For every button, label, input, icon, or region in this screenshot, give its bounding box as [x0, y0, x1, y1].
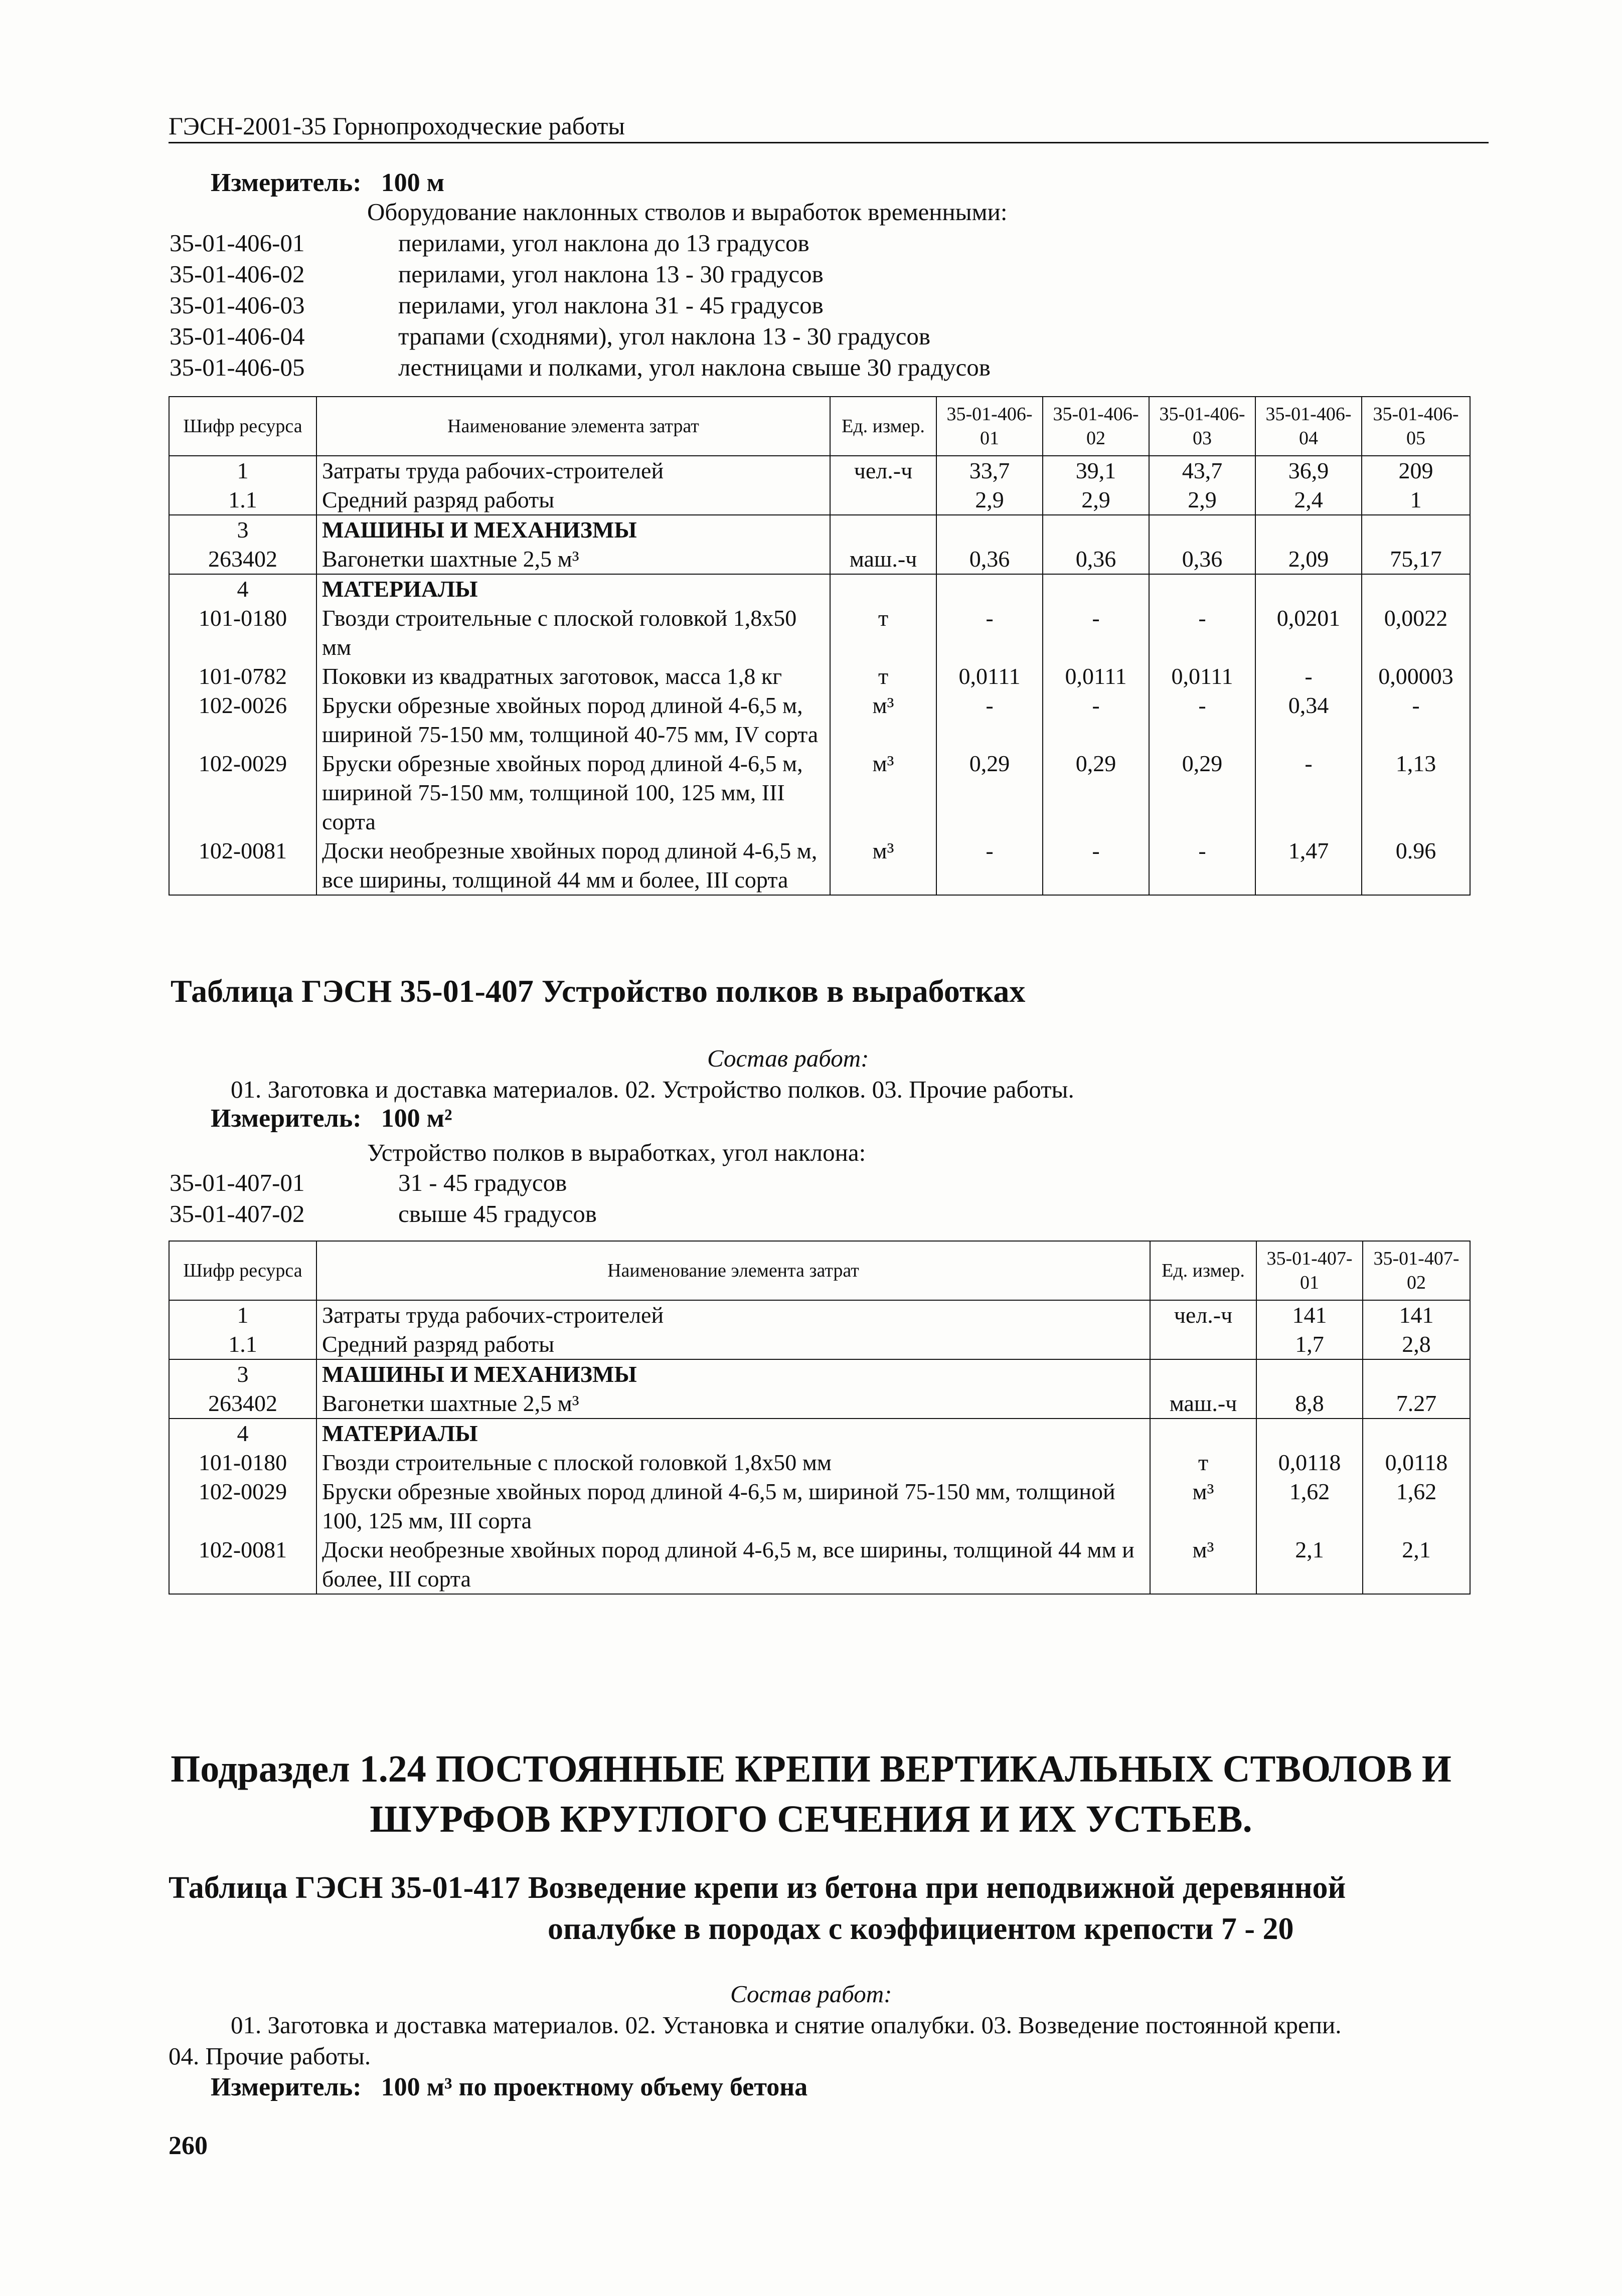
resource-code: 4: [169, 574, 316, 604]
norm-value: 1,47: [1255, 836, 1362, 895]
subsection-title-line2: ШУРФОВ КРУГЛОГО СЕЧЕНИЯ И ИХ УСТЬЕВ.: [370, 1798, 1252, 1840]
column-header: Шифр ресурса: [169, 397, 316, 456]
item-text: перилами, угол наклона 13 - 30 градусов: [398, 260, 824, 288]
unit: т: [830, 604, 936, 662]
measure-label: Измеритель:: [211, 1104, 362, 1133]
item-text: перилами, угол наклона 31 - 45 градусов: [398, 291, 824, 319]
resource-name: Бруски обрезные хвойных пород длиной 4-6,5 м, шириной 75-150 мм, толщиной 40-75 мм, IV сорта: [316, 691, 830, 749]
norm-value: 0,36: [936, 545, 1043, 574]
resource-name: Бруски обрезные хвойных пород длиной 4-6,5 м, шириной 75-150 мм, толщиной 100, 125 мм, III сорта: [316, 749, 830, 836]
norm-value: [1256, 1419, 1363, 1448]
resource-name: Средний разряд работы: [316, 485, 830, 515]
norm-value: 2,8: [1363, 1330, 1470, 1359]
table-row: [169, 604, 1470, 662]
resource-code: 101-0180: [169, 1448, 316, 1477]
column-header: 35-01-406-01: [936, 397, 1043, 456]
norm-value: [1149, 574, 1255, 604]
norm-value: 0,00003: [1362, 662, 1470, 691]
norm-value: 75,17: [1362, 545, 1470, 574]
resource-code: 1.1: [169, 485, 316, 515]
resource-name: Гвозди строительные с плоской головкой 1,8x50 мм: [316, 1448, 1150, 1477]
norm-value: -: [1362, 691, 1470, 749]
table-row: [169, 1477, 1470, 1535]
unit: чел.-ч: [1150, 1300, 1256, 1330]
item-code: 35-01-407-01: [170, 1169, 305, 1196]
norm-value: -: [1255, 662, 1362, 691]
table-row: [169, 1419, 1470, 1448]
norm-value: 1,13: [1362, 749, 1470, 836]
norm-value: -: [936, 691, 1043, 749]
unit: [830, 515, 936, 545]
table-row: [169, 545, 1470, 574]
measure-value: 100 м²: [381, 1104, 452, 1133]
norm-value: 1,62: [1363, 1477, 1470, 1535]
column-header: Наименование элемента затрат: [316, 397, 830, 456]
resource-code: 3: [169, 1359, 316, 1389]
norm-value: 2,09: [1255, 545, 1362, 574]
resource-name: Гвозди строительные с плоской головкой 1,8x50 мм: [316, 604, 830, 662]
norm-value: 0.96: [1362, 836, 1470, 895]
table-title-417-line1: Таблица ГЭСН 35-01-417 Возведение крепи из бетона при неподвижной деревянной: [169, 1871, 1346, 1905]
table-row: [169, 691, 1470, 749]
table-row: [169, 1389, 1470, 1419]
norm-value: [936, 515, 1043, 545]
item-code: 35-01-406-03: [170, 291, 305, 319]
norm-value: -: [1149, 604, 1255, 662]
norm-value: [1255, 574, 1362, 604]
table-row: [169, 749, 1470, 836]
resource-code: 101-0180: [169, 604, 316, 662]
measure-label: Измеритель:: [211, 2073, 362, 2101]
resource-name: МАТЕРИАЛЫ: [316, 1419, 1150, 1448]
header-rule: [169, 142, 1489, 143]
norm-value: 2,9: [1149, 485, 1255, 515]
item-text: свыше 45 градусов: [398, 1200, 597, 1227]
norm-value: 0,36: [1149, 545, 1255, 574]
column-header: Шифр ресурса: [169, 1241, 316, 1300]
resource-code: 1: [169, 1300, 316, 1330]
norm-value: [1043, 515, 1149, 545]
item-code: 35-01-407-02: [170, 1200, 305, 1227]
norm-value: 1: [1362, 485, 1470, 515]
resource-name: Вагонетки шахтные 2,5 м³: [316, 545, 830, 574]
table-header-row: [169, 1241, 1470, 1300]
measure-417: [211, 2072, 807, 2103]
table-row: [169, 1300, 1470, 1330]
norm-value: -: [1149, 691, 1255, 749]
norm-value: 0,0111: [1149, 662, 1255, 691]
norm-value: 2,9: [1043, 485, 1149, 515]
unit: [1150, 1359, 1256, 1389]
intro-407: Устройство полков в выработках, угол наклона:: [367, 1139, 866, 1166]
unit: [830, 574, 936, 604]
norm-value: [1362, 515, 1470, 545]
norm-value: 0,34: [1255, 691, 1362, 749]
works-label-417: Состав работ:: [730, 1980, 892, 2008]
resource-code: 102-0081: [169, 836, 316, 895]
item-text: перилами, угол наклона до 13 градусов: [398, 229, 809, 257]
column-header: 35-01-406-03: [1149, 397, 1255, 456]
norm-value: [1149, 515, 1255, 545]
table-row: [169, 836, 1470, 895]
table-row: [169, 1448, 1470, 1477]
norm-value: 36,9: [1255, 456, 1362, 485]
norm-value: 2,4: [1255, 485, 1362, 515]
norm-value: 2,9: [936, 485, 1043, 515]
table-title-417-line2: опалубке в породах с коэффициентом крепости 7 - 20: [548, 1912, 1294, 1946]
unit: [1150, 1330, 1256, 1359]
measure-value: 100 м³ по проектному объему бетона: [381, 2073, 808, 2101]
unit: маш.-ч: [830, 545, 936, 574]
table-row: [169, 456, 1470, 485]
item-text: трапами (сходнями), угол наклона 13 - 30 градусов: [398, 322, 931, 350]
norm-value: 0,29: [1149, 749, 1255, 836]
norm-value: -: [1043, 691, 1149, 749]
unit: [830, 485, 936, 515]
norm-value: [936, 574, 1043, 604]
norm-value: 0,0118: [1363, 1448, 1470, 1477]
resource-code: 101-0782: [169, 662, 316, 691]
resource-name: Затраты труда рабочих-строителей: [316, 456, 830, 485]
resource-name: Затраты труда рабочих-строителей: [316, 1300, 1150, 1330]
unit: м³: [830, 749, 936, 836]
page-number: 260: [169, 2132, 208, 2160]
subsection-title-line1: Подраздел 1.24 ПОСТОЯННЫЕ КРЕПИ ВЕРТИКАЛЬНЫХ СТВОЛОВ И: [171, 1748, 1451, 1790]
resource-name: МАШИНЫ И МЕХАНИЗМЫ: [316, 1359, 1150, 1389]
resource-code: 3: [169, 515, 316, 545]
item-text: лестницами и полками, угол наклона свыше 30 градусов: [398, 354, 991, 381]
norm-value: 0,0201: [1255, 604, 1362, 662]
resource-code: 102-0026: [169, 691, 316, 749]
norm-value: 33,7: [936, 456, 1043, 485]
norm-value: 0,0022: [1362, 604, 1470, 662]
column-header: 35-01-406-05: [1362, 397, 1470, 456]
column-header: 35-01-406-04: [1255, 397, 1362, 456]
norm-value: [1255, 515, 1362, 545]
column-header: 35-01-407-02: [1363, 1241, 1470, 1300]
resource-code: 4: [169, 1419, 316, 1448]
resource-code: 102-0029: [169, 749, 316, 836]
norm-value: -: [936, 604, 1043, 662]
unit: т: [1150, 1448, 1256, 1477]
resource-table-406: [169, 396, 1471, 896]
unit: м³: [830, 691, 936, 749]
norm-value: 209: [1362, 456, 1470, 485]
norm-value: 43,7: [1149, 456, 1255, 485]
norm-value: 7.27: [1363, 1389, 1470, 1419]
unit: м³: [1150, 1477, 1256, 1535]
resource-code: 102-0029: [169, 1477, 316, 1535]
table-row: [169, 662, 1470, 691]
norm-value: [1043, 574, 1149, 604]
table-row: [169, 1535, 1470, 1594]
norm-value: [1362, 574, 1470, 604]
norm-value: 0,0111: [936, 662, 1043, 691]
unit: чел.-ч: [830, 456, 936, 485]
column-header: 35-01-406-02: [1043, 397, 1149, 456]
table-header-row: [169, 397, 1470, 456]
norm-value: 1,62: [1256, 1477, 1363, 1535]
resource-table-407: [169, 1241, 1471, 1595]
norm-value: -: [936, 836, 1043, 895]
column-header: Ед. измер.: [1150, 1241, 1256, 1300]
resource-name: Поковки из квадратных заготовок, масса 1,8 кг: [316, 662, 830, 691]
table-row: [169, 574, 1470, 604]
unit: т: [830, 662, 936, 691]
norm-value: -: [1255, 749, 1362, 836]
norm-value: 2,1: [1256, 1535, 1363, 1594]
norm-value: 0,29: [936, 749, 1043, 836]
table-row: [169, 1330, 1470, 1359]
resource-code: 263402: [169, 1389, 316, 1419]
works-407: 01. Заготовка и доставка материалов. 02. Устройство полков. 03. Прочие работы.: [231, 1076, 1074, 1103]
resource-name: Средний разряд работы: [316, 1330, 1150, 1359]
resource-name: МАШИНЫ И МЕХАНИЗМЫ: [316, 515, 830, 545]
resource-name: Доски необрезные хвойных пород длиной 4-6,5 м, все ширины, толщиной 44 мм и более, III сорта: [316, 1535, 1150, 1594]
table-row: [169, 485, 1470, 515]
unit: м³: [830, 836, 936, 895]
norm-value: 0,0111: [1043, 662, 1149, 691]
norm-value: 0,0118: [1256, 1448, 1363, 1477]
resource-code: 1: [169, 456, 316, 485]
norm-value: -: [1043, 604, 1149, 662]
measure-407: [211, 1103, 452, 1134]
norm-value: 141: [1363, 1300, 1470, 1330]
column-header: Ед. измер.: [830, 397, 936, 456]
table-row: [169, 1359, 1470, 1389]
norm-value: -: [1043, 836, 1149, 895]
unit: [1150, 1419, 1256, 1448]
resource-code: 102-0081: [169, 1535, 316, 1594]
norm-value: [1363, 1419, 1470, 1448]
norm-value: 0,29: [1043, 749, 1149, 836]
unit: маш.-ч: [1150, 1389, 1256, 1419]
norm-value: [1256, 1359, 1363, 1389]
works-label-407: Состав работ:: [707, 1044, 869, 1072]
column-header: Наименование элемента затрат: [316, 1241, 1150, 1300]
resource-code: 263402: [169, 545, 316, 574]
norm-value: 39,1: [1043, 456, 1149, 485]
measure-label: Измеритель:: [211, 168, 362, 197]
running-header: ГЭСН-2001-35 Горнопроходческие работы: [169, 112, 625, 140]
norm-value: -: [1149, 836, 1255, 895]
item-code: 35-01-406-04: [170, 322, 305, 350]
intro-406: Оборудование наклонных стволов и выработок временными:: [367, 198, 1008, 226]
resource-name: Доски необрезные хвойных пород длиной 4-6,5 м, все ширины, толщиной 44 мм и более, III сорта: [316, 836, 830, 895]
item-text: 31 - 45 градусов: [398, 1169, 567, 1196]
column-header: 35-01-407-01: [1256, 1241, 1363, 1300]
item-code: 35-01-406-01: [170, 229, 305, 257]
item-code: 35-01-406-02: [170, 260, 305, 288]
item-code: 35-01-406-05: [170, 354, 305, 381]
norm-value: 1,7: [1256, 1330, 1363, 1359]
table-title-407: Таблица ГЭСН 35-01-407 Устройство полков в выработках: [171, 973, 1026, 1009]
norm-value: [1363, 1359, 1470, 1389]
measure-value: 100 м: [381, 168, 445, 197]
resource-name: Бруски обрезные хвойных пород длиной 4-6,5 м, шириной 75-150 мм, толщиной 100, 125 мм, III сорта: [316, 1477, 1150, 1535]
measure-406: [211, 167, 444, 199]
norm-value: 2,1: [1363, 1535, 1470, 1594]
unit: м³: [1150, 1535, 1256, 1594]
norm-value: 8,8: [1256, 1389, 1363, 1419]
resource-code: 1.1: [169, 1330, 316, 1359]
norm-value: 141: [1256, 1300, 1363, 1330]
norm-value: 0,36: [1043, 545, 1149, 574]
works-417-line1: 01. Заготовка и доставка материалов. 02. Установка и снятие опалубки. 03. Возведение постоянной крепи.: [231, 2011, 1342, 2039]
works-417-line2: 04. Прочие работы.: [169, 2042, 371, 2070]
resource-name: МАТЕРИАЛЫ: [316, 574, 830, 604]
table-row: [169, 515, 1470, 545]
resource-name: Вагонетки шахтные 2,5 м³: [316, 1389, 1150, 1419]
